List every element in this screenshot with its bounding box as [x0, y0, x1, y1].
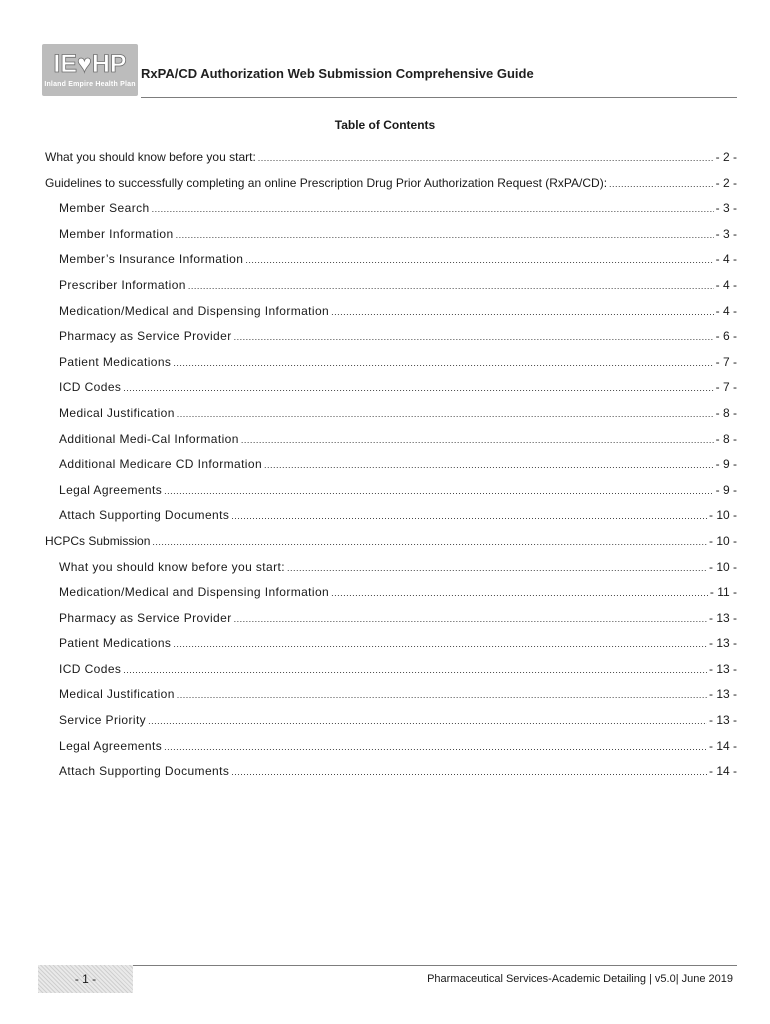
toc-entry-page: - 8 -	[715, 405, 737, 420]
toc-entry-title[interactable]: What you should know before you start:	[45, 150, 256, 164]
toc-entry-title[interactable]: Member Search	[59, 201, 150, 216]
toc-entry-title[interactable]: Guidelines to successfully completing an online Prescription Drug Prior Authorization Request (RxPA/CD):	[45, 175, 608, 190]
toc-entry-title[interactable]: Prescriber Information	[59, 277, 186, 292]
toc-entry[interactable]	[45, 739, 737, 765]
document-title: RxPA/CD Authorization Web Submission Comprehensive Guide	[141, 66, 534, 81]
toc-entry-title[interactable]: Patient Medications	[59, 636, 172, 651]
toc-leader-dots	[264, 460, 714, 470]
toc-leader-dots	[609, 179, 714, 189]
toc-heading: Table of Contents	[334, 118, 436, 132]
toc-entry-page: - 4 -	[715, 252, 737, 267]
toc-entry[interactable]	[45, 636, 737, 662]
toc-entry[interactable]	[45, 329, 737, 355]
page-number: - 1 -	[38, 965, 133, 993]
iehp-logo	[42, 44, 138, 96]
toc-entry-title[interactable]: HCPCs Submission	[45, 533, 151, 548]
toc-entry-title[interactable]: Legal Agreements	[59, 482, 163, 497]
toc-entry[interactable]	[45, 611, 737, 637]
toc-entry[interactable]	[45, 355, 737, 381]
toc-entry-page: - 7 -	[715, 354, 737, 369]
toc-entry-title[interactable]: Additional Medi-Cal Information	[59, 431, 239, 446]
toc-entry[interactable]	[45, 585, 737, 611]
toc-entry-title[interactable]: Medication/Medical and Dispensing Information	[59, 585, 330, 600]
toc-entry-page: - 8 -	[715, 431, 737, 446]
toc-leader-dots	[177, 409, 714, 419]
toc-entry[interactable]	[45, 662, 737, 688]
toc-entry[interactable]	[45, 508, 737, 534]
table-of-contents	[45, 150, 737, 790]
toc-entry[interactable]	[45, 278, 737, 304]
toc-entry-page: - 13 -	[708, 687, 737, 702]
toc-leader-dots	[164, 742, 707, 752]
toc-entry[interactable]	[45, 432, 737, 458]
toc-entry[interactable]	[45, 227, 737, 253]
toc-entry-page: - 9 -	[715, 482, 737, 497]
toc-entry[interactable]	[45, 457, 737, 483]
toc-entry-title[interactable]: Additional Medicare CD Information	[59, 457, 263, 472]
toc-entry[interactable]	[45, 201, 737, 227]
toc-leader-dots	[152, 204, 714, 214]
footer-text: Pharmaceutical Services-Academic Detailing | v5.0| June 2019	[427, 973, 733, 985]
toc-entry-title[interactable]: Member’s Insurance Information	[59, 252, 244, 267]
header-divider	[141, 97, 737, 98]
toc-entry-title[interactable]: Medication/Medical and Dispensing Information	[59, 303, 330, 318]
logo-subtitle: Inland Empire Health Plan	[44, 81, 136, 88]
toc-leader-dots	[241, 435, 714, 445]
toc-leader-dots	[231, 511, 707, 521]
toc-leader-dots	[173, 639, 707, 649]
toc-leader-dots	[152, 537, 707, 547]
toc-entry[interactable]	[45, 304, 737, 330]
toc-leader-dots	[331, 307, 714, 317]
toc-entry[interactable]	[45, 764, 737, 790]
toc-entry-page: - 14 -	[708, 738, 737, 753]
toc-entry[interactable]	[45, 560, 737, 586]
toc-leader-dots	[123, 383, 713, 393]
toc-leader-dots	[173, 358, 713, 368]
toc-entry-title[interactable]: Attach Supporting Documents	[59, 508, 230, 523]
toc-entry-page: - 6 -	[715, 329, 737, 344]
toc-leader-dots	[258, 153, 714, 163]
toc-leader-dots	[123, 665, 707, 675]
toc-entry[interactable]	[45, 713, 737, 739]
toc-entry-title[interactable]: Medical Justification	[59, 405, 175, 420]
toc-entry-title[interactable]: Pharmacy as Service Provider	[59, 329, 232, 344]
toc-entry-page: - 3 -	[715, 201, 737, 216]
toc-entry-page: - 13 -	[708, 610, 737, 625]
toc-leader-dots	[245, 255, 713, 265]
toc-entry-page: - 2 -	[715, 175, 737, 190]
toc-entry-page: - 13 -	[708, 713, 737, 728]
logo-mark	[47, 48, 133, 78]
logo-text: IE♥HP	[53, 50, 127, 78]
toc-entry-page: - 11 -	[709, 585, 737, 600]
toc-leader-dots	[148, 716, 707, 726]
toc-entry-page: - 13 -	[708, 636, 737, 651]
toc-entry-page: - 3 -	[715, 226, 737, 241]
toc-entry-page: - 13 -	[708, 661, 737, 676]
toc-entry-title[interactable]: ICD Codes	[59, 380, 122, 395]
toc-entry[interactable]	[45, 534, 737, 560]
toc-entry[interactable]	[45, 150, 737, 176]
toc-entry-page: - 4 -	[715, 277, 737, 292]
toc-leader-dots	[234, 614, 707, 624]
toc-entry-title[interactable]: Attach Supporting Documents	[59, 764, 230, 779]
toc-entry-page: - 10 -	[708, 533, 737, 548]
toc-leader-dots	[164, 486, 714, 496]
toc-entry-page: - 14 -	[708, 764, 737, 779]
toc-entry-title[interactable]: Service Priority	[59, 713, 147, 728]
toc-entry[interactable]	[45, 483, 737, 509]
footer-divider	[133, 965, 737, 966]
toc-entry[interactable]	[45, 380, 737, 406]
page-header	[42, 40, 737, 100]
toc-entry[interactable]	[45, 687, 737, 713]
toc-entry-title[interactable]: Medical Justification	[59, 687, 175, 702]
toc-entry-page: - 7 -	[715, 380, 737, 395]
toc-entry[interactable]	[45, 406, 737, 432]
toc-leader-dots	[177, 690, 707, 700]
toc-entry-page: - 10 -	[708, 559, 737, 574]
toc-leader-dots	[234, 332, 714, 342]
toc-entry-title[interactable]: Patient Medications	[59, 354, 172, 369]
toc-leader-dots	[287, 563, 707, 573]
toc-leader-dots	[231, 767, 707, 777]
toc-entry-title[interactable]: ICD Codes	[59, 661, 122, 676]
toc-entry-page: - 2 -	[715, 150, 737, 164]
toc-leader-dots	[176, 230, 714, 240]
toc-entry-page: - 4 -	[715, 303, 737, 318]
toc-entry-title[interactable]: Legal Agreements	[59, 738, 163, 753]
toc-entry-page: - 10 -	[708, 508, 737, 523]
toc-entry-title[interactable]: Member Information	[59, 226, 174, 241]
toc-entry[interactable]	[45, 252, 737, 278]
toc-entry-title[interactable]: Pharmacy as Service Provider	[59, 610, 232, 625]
toc-entry-page: - 9 -	[715, 457, 737, 472]
toc-leader-dots	[188, 281, 714, 291]
toc-entry-title[interactable]: What you should know before you start:	[59, 559, 285, 574]
toc-leader-dots	[331, 588, 708, 598]
toc-entry[interactable]	[45, 176, 737, 202]
